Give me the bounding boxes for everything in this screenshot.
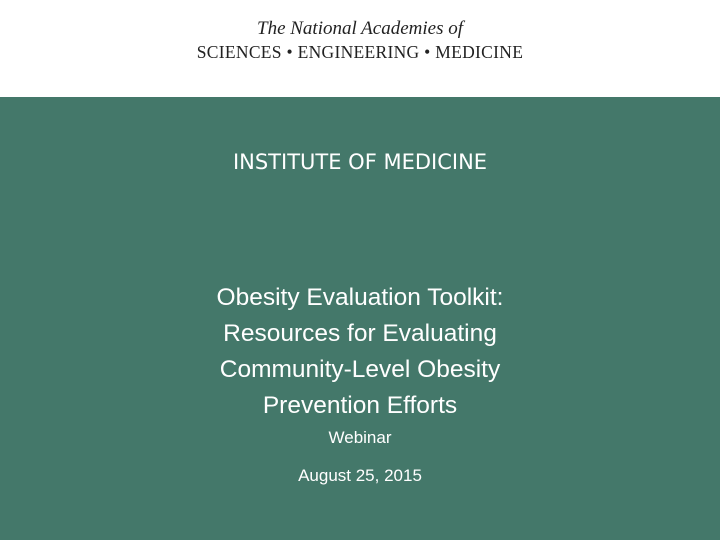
header-logo-area bbox=[0, 0, 720, 97]
title-line: Obesity Evaluation Toolkit: bbox=[216, 284, 504, 311]
slide-date: August 25, 2015 bbox=[298, 466, 422, 485]
slide-subtitle: Webinar bbox=[328, 428, 392, 447]
logo-tagline: The National Academies of bbox=[257, 18, 463, 39]
title-line: Resources for Evaluating bbox=[223, 320, 497, 347]
title-line: Community-Level Obesity bbox=[219, 356, 501, 383]
logo-wordmark: SCIENCES • ENGINEERING • MEDICINE bbox=[196, 42, 524, 62]
institute-name: INSTITUTE OF MEDICINE bbox=[232, 150, 488, 174]
slide-title bbox=[0, 280, 720, 424]
title-line: Prevention Efforts bbox=[262, 392, 458, 419]
